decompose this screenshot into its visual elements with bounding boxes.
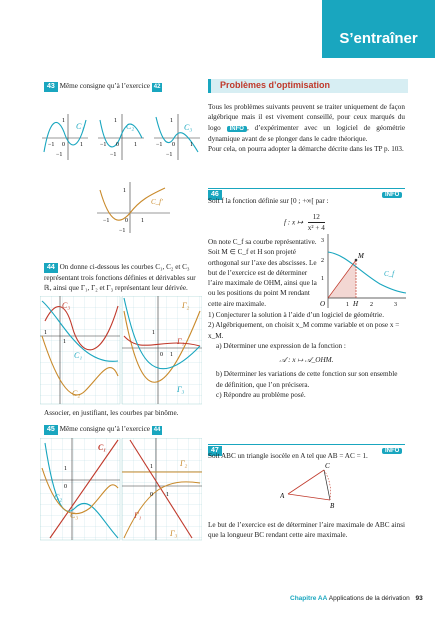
ex43-graphs-row1 xyxy=(40,112,200,164)
exercise-45-header xyxy=(44,424,162,435)
svg-text:−1: −1 xyxy=(48,142,55,148)
svg-text:1: 1 xyxy=(134,142,137,148)
header-banner xyxy=(322,0,435,58)
svg-text:O: O xyxy=(320,300,326,308)
label-cf-prime: C_f′ xyxy=(151,198,163,206)
svg-text:A: A xyxy=(280,492,285,500)
svg-text:Γ₂: Γ₂ xyxy=(180,459,188,468)
exercise-43-header xyxy=(44,81,162,92)
ex46-line1: Soit f la fonction définie sur [0 ; +∞[ par : xyxy=(208,197,329,205)
exercise-number: 45 xyxy=(44,425,58,435)
svg-text:2: 2 xyxy=(321,258,324,264)
svg-text:1: 1 xyxy=(152,330,155,336)
svg-text:0: 0 xyxy=(160,352,163,358)
svg-text:1: 1 xyxy=(170,352,173,358)
svg-text:1: 1 xyxy=(123,188,126,194)
ex43-graph-cf xyxy=(95,180,175,235)
ex46-questions: 1) Conjecturer la solution à l’aide d’un logiciel de géométrie. 2) Algébriquement, on choisit x_M comme variable et on pose x = x_M. a) Déterminer une expression de la fonction : 𝒜 : x ↦ 𝒜_OHM. b) Déterminer les variations de cette fonction sur son ensemble de définition, que l’on précisera. c) Répondre au problème posé. xyxy=(208,311,400,400)
svg-text:C₂: C₂ xyxy=(72,389,81,398)
exercise-47-number: 47 xyxy=(208,439,222,457)
svg-text:C₁: C₁ xyxy=(74,351,83,360)
svg-text:0: 0 xyxy=(125,218,128,224)
svg-text:1: 1 xyxy=(63,339,66,345)
graph-c2 xyxy=(98,114,144,160)
svg-text:0: 0 xyxy=(62,142,65,148)
exercise-instruction: Même consigne qu’à l’exercice xyxy=(59,425,150,433)
ex46-formula: f : x ↦ $\frac{12}{\text{x² + 4}}$ xyxy=(284,213,325,233)
exercise-statement: On donne ci-dessous les courbes C₁, C₂ et C₃ représentant trois fonctions définies et dérivables sur ℝ, ainsi que Γ₁, Γ₂ et Γ₃ représentant leur dérivée. xyxy=(44,263,196,293)
info-badge-46: INFO xyxy=(382,183,402,201)
ex47-paragraph: Le but de l’exercice est de déterminer l’aire maximale de ABC ainsi que la longueur BC rendant cette aire maximale. xyxy=(208,521,405,540)
svg-text:−1: −1 xyxy=(103,218,110,224)
section-intro: Tous les problèmes suivants peuvent se traiter uniquement de façon algébrique mais il est vivement conseillé, pour ceux marqués du logo INFO , d’expérimenter avec un logiciel de géométrie dynamique avant de se plonger dans le cadre théorique. Pour cela, on pourra adopter la démarche décrite dans les TP p. 103. xyxy=(208,103,406,153)
svg-text:Γ₁: Γ₁ xyxy=(134,511,142,520)
svg-text:1: 1 xyxy=(141,218,144,224)
svg-text:1: 1 xyxy=(64,466,67,472)
ex46-graph xyxy=(320,232,408,310)
svg-text:−1: −1 xyxy=(100,142,107,148)
label-c3: C₃ xyxy=(184,123,193,132)
svg-text:M: M xyxy=(358,252,364,260)
svg-text:2: 2 xyxy=(370,302,373,308)
label-c2: C₂ xyxy=(126,122,135,131)
svg-text:1: 1 xyxy=(62,118,65,124)
exercise-reference: 44 xyxy=(153,427,161,433)
svg-text:0: 0 xyxy=(64,484,67,490)
svg-text:C₂: C₂ xyxy=(54,493,63,502)
ex45-graphs xyxy=(40,438,202,542)
svg-text:C₃: C₃ xyxy=(70,511,79,520)
ex44-question: Associer, en justifiant, les courbes par binôme. xyxy=(44,409,179,417)
svg-text:1: 1 xyxy=(80,142,83,148)
ex47-triangle xyxy=(280,460,350,514)
page-footer: Chapitre AA Applications de la dérivation 93 xyxy=(290,595,423,602)
svg-text:−1: −1 xyxy=(110,152,117,158)
ex46-paragraph: On note C_f sa courbe représentative. Soit M ∈ C_f et H son projeté orthogonal sur l’axe des abscisses. Le but de l’exercice est de déterminer l’aire maximale de OHM, ainsi que la ou les positions du point M rendant cette aire maximale. xyxy=(208,238,317,308)
exercise-number: 44 xyxy=(44,263,58,273)
divider xyxy=(208,188,405,189)
svg-text:0: 0 xyxy=(150,492,153,498)
svg-text:1: 1 xyxy=(170,118,173,124)
svg-text:−1: −1 xyxy=(119,228,126,234)
svg-text:0: 0 xyxy=(172,142,175,148)
svg-text:−1: −1 xyxy=(156,142,163,148)
ex47-line1: Soit ABC un triangle isocèle en A tel que AB = AC = 1. xyxy=(208,452,368,460)
exercise-44-text xyxy=(44,262,204,294)
section-title: Problèmes d’optimisation xyxy=(220,80,331,90)
svg-text:1: 1 xyxy=(44,330,47,336)
info-logo: INFO xyxy=(227,126,247,132)
exercise-instruction: Même consigne qu’à l’exercice xyxy=(59,82,150,90)
svg-text:C₃: C₃ xyxy=(62,301,71,310)
label-c1: C₁ xyxy=(76,122,85,131)
banner-title: S’entraîner xyxy=(339,30,418,47)
graph-c3 xyxy=(154,114,200,160)
svg-text:Γ₁: Γ₁ xyxy=(177,337,185,346)
graph-c1 xyxy=(42,114,88,160)
svg-text:H: H xyxy=(353,300,359,308)
svg-text:Γ₃: Γ₃ xyxy=(170,529,178,538)
svg-text:1: 1 xyxy=(321,276,324,282)
svg-text:1: 1 xyxy=(166,492,169,498)
svg-text:1: 1 xyxy=(114,118,117,124)
svg-text:1: 1 xyxy=(150,464,153,470)
svg-text:0: 0 xyxy=(116,142,119,148)
svg-text:Γ₃: Γ₃ xyxy=(177,385,185,394)
svg-text:Γ₂: Γ₂ xyxy=(182,301,190,310)
svg-text:3: 3 xyxy=(394,302,397,308)
svg-text:1: 1 xyxy=(346,302,349,308)
exercise-46-number: 46 xyxy=(208,183,222,201)
svg-text:C_f: C_f xyxy=(384,270,395,278)
svg-text:C₁: C₁ xyxy=(98,443,107,452)
svg-text:1: 1 xyxy=(190,142,193,148)
ex44-graphs xyxy=(40,296,202,406)
svg-text:B: B xyxy=(330,502,335,510)
svg-text:C: C xyxy=(325,462,330,470)
divider xyxy=(208,444,405,445)
exercise-reference: 42 xyxy=(153,84,161,90)
svg-text:−1: −1 xyxy=(56,152,63,158)
exercise-number: 43 xyxy=(44,82,58,92)
svg-text:−1: −1 xyxy=(166,152,173,158)
svg-text:3: 3 xyxy=(321,238,324,244)
info-badge-47: INFO xyxy=(382,439,402,457)
